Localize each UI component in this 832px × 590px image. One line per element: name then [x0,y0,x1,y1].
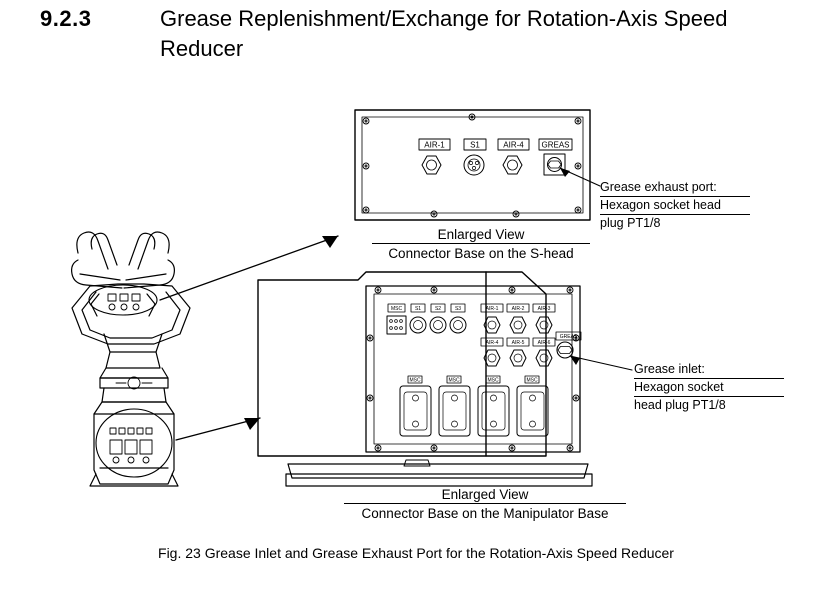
svg-text:AIR-4: AIR-4 [485,340,499,346]
svg-text:AIR-1: AIR-1 [485,306,499,312]
svg-text:GREAS: GREAS [559,334,578,340]
grease-exhaust-callout [600,179,750,232]
section-heading [40,4,800,64]
robot-base [90,402,178,486]
svg-text:AIR-3: AIR-3 [537,306,551,312]
leader-arrow-top [160,236,338,300]
base-enlarged-view-caption [344,486,626,522]
svg-text:GREAS: GREAS [541,140,570,150]
page-title: Grease Replenishment/Exchange for Rotation-Axis Speed Reducer [160,6,728,61]
svg-text:MSC: MSC [390,306,403,312]
svg-text:AIR-5: AIR-5 [511,340,525,346]
base-caption-line1: Enlarged View [441,487,529,502]
s-head-enlarged-view-caption [372,226,590,262]
svg-text:S1: S1 [470,140,480,150]
svg-text:S2: S2 [434,306,442,312]
s-head-panel [355,110,590,220]
s-head-caption-line1: Enlarged View [437,227,525,242]
base-callout-leader [570,356,632,370]
robot-s-head [72,284,190,352]
svg-text:MSC: MSC [487,377,499,384]
svg-text:S1: S1 [414,306,422,312]
svg-text:MSC: MSC [409,377,421,384]
figure-area [0,88,832,558]
grease-exhaust-line3: plug PT1/8 [600,216,661,230]
grease-inlet-callout [634,361,784,414]
manipulator-base-panel [258,272,592,486]
grease-exhaust-line2: Hexagon socket head [600,197,750,215]
svg-text:AIR-6: AIR-6 [537,340,551,346]
svg-text:MSC: MSC [526,377,538,384]
figure-caption: Fig. 23 Grease Inlet and Grease Exhaust Port for the Rotation-Axis Speed Reducer [158,545,674,561]
s-head-connector-labels [424,141,569,150]
base-connector-labels [391,306,578,384]
grease-inlet-line3: head plug PT1/8 [634,398,726,412]
svg-text:AIR-2: AIR-2 [511,306,525,312]
s-head-callout-leader [560,168,600,186]
robot-upper-arms [72,232,175,288]
svg-text:AIR-1: AIR-1 [424,140,445,150]
grease-exhaust-line1: Grease exhaust port: [600,179,750,197]
robot-waist [100,352,168,402]
grease-inlet-line1: Grease inlet: [634,361,784,379]
svg-text:MSC: MSC [448,377,460,384]
svg-text:S3: S3 [454,306,462,312]
leader-arrow-bottom [176,418,260,440]
s-head-caption-line2: Connector Base on the S-head [372,243,590,262]
base-caption-line2: Connector Base on the Manipulator Base [344,503,626,522]
grease-inlet-line2: Hexagon socket [634,379,784,397]
svg-text:AIR-4: AIR-4 [503,140,524,150]
section-number: 9.2.3 [40,6,92,31]
